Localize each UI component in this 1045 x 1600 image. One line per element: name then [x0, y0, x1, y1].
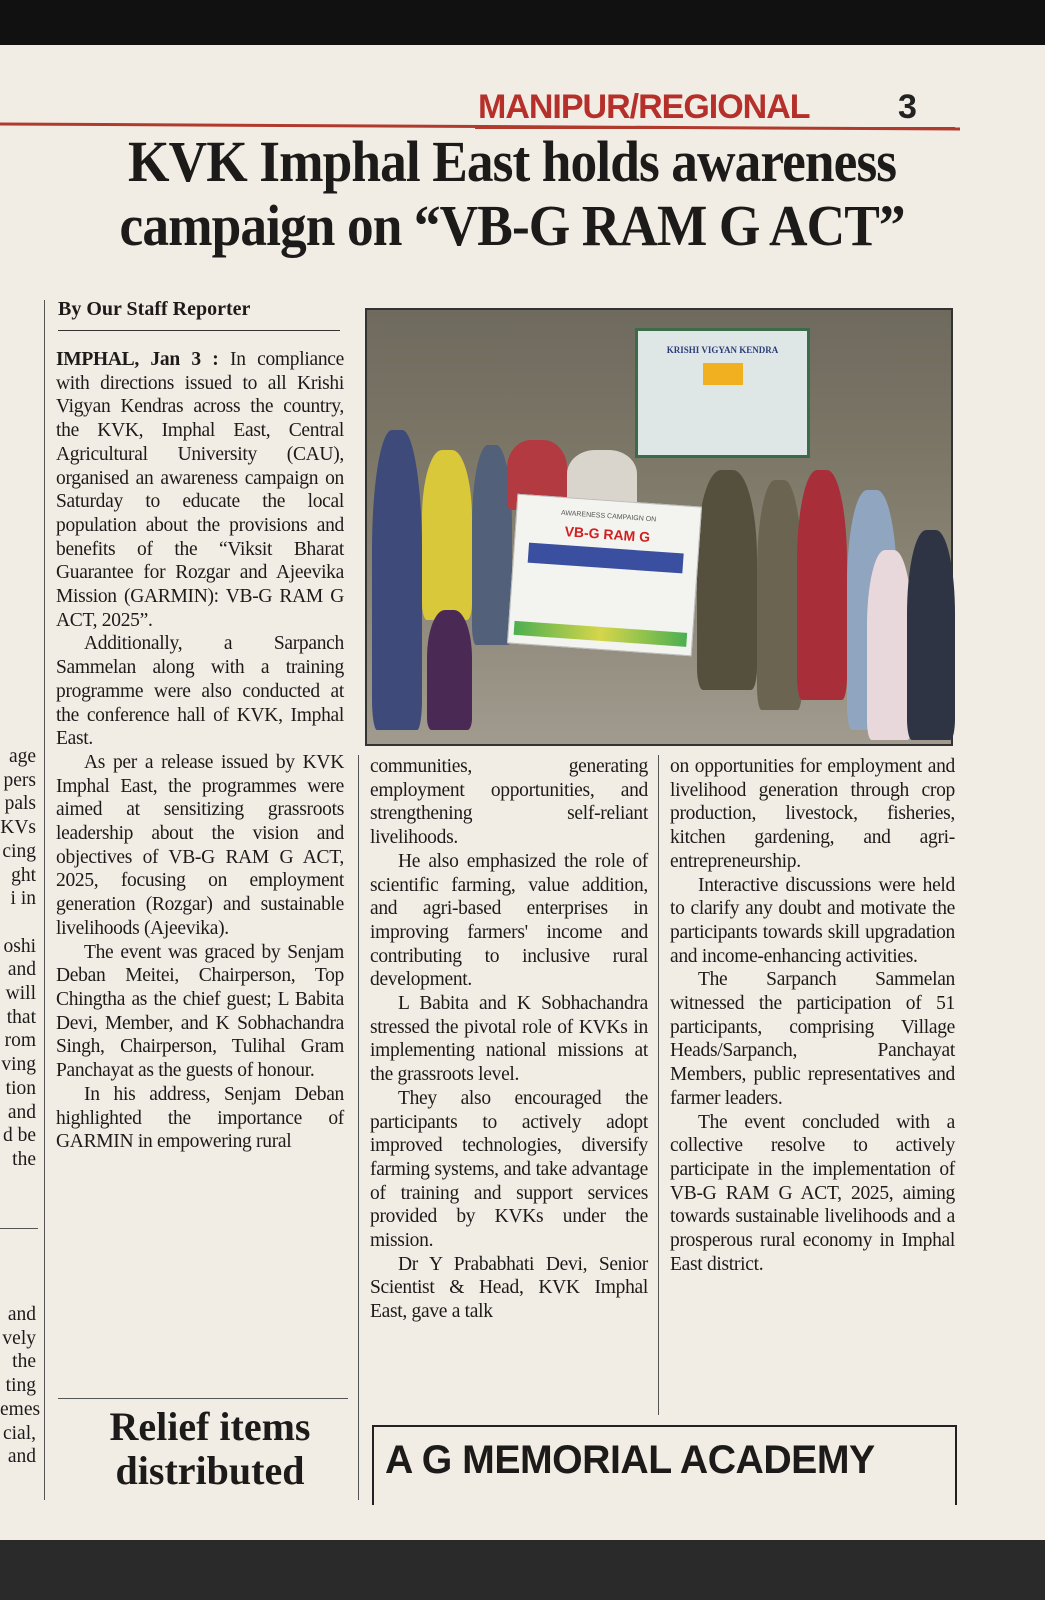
divider	[0, 1228, 38, 1229]
banner-title: VB-G RAM G	[564, 523, 651, 546]
advertisement-title: A G MEMORIAL ACADEMY	[384, 1438, 875, 1482]
sign-text: KRISHI VIGYAN KENDRA	[666, 345, 779, 355]
bottom-bar	[0, 1540, 1045, 1600]
paragraph: The Sarpanch Sammelan witnessed the participation of 51 participants, comprising Village Heads/Sarpanch, Panchayat Members, public representatives and farmer leaders.	[670, 969, 955, 1109]
campaign-banner	[507, 494, 702, 657]
paragraph	[56, 348, 344, 632]
adjacent-column-fragment: age pers pals KVs cing ght i in oshi and will that rom ving tion and d be the	[0, 746, 36, 1170]
column-divider	[658, 755, 659, 1415]
paragraph: As per a release issued by KVK Imphal East, the programmes were aimed at sensitizing grassroots leadership about the vision and objectives of VB-G RAM G ACT, 2025, focusing on employment generation (Rozgar) and sustainable livelihoods (Ajeevika).	[56, 751, 344, 939]
column-divider	[44, 300, 45, 1500]
paragraph: communities, generating employment opportunities, and strengthening self-reliant livelihoods.	[370, 756, 648, 849]
divider	[58, 1398, 348, 1399]
article-column-3	[670, 755, 955, 1415]
paragraph-text: In compliance with directions issued to all Krishi Vigyan Kendras across the country, the KVK, Imphal East, Central Agricultural University (CAU), organised an awareness campaign on Saturday to educate the local population about the provisions and benefits of the “Viksit Bharat Guarantee for Rozgar and Ajeevika Mission (GARMIN): VB-G RAM G ACT, 2025”.	[56, 349, 345, 631]
article-column-2	[370, 755, 648, 1415]
page-number: 3	[898, 88, 917, 126]
paragraph: on opportunities for employment and livelihood generation through crop production, livestock, fisheries, kitchen gardening, and agri-entrepreneurship.	[670, 756, 955, 872]
paragraph: The event was graced by Senjam Deban Meitei, Chairperson, Top Chingtha as the chief guest; L Babita Devi, Member, and K Sobhachandra Singh, Chairperson, Tulihal Gram Panchayat as the guests of honour.	[56, 941, 344, 1082]
paragraph: In his address, Senjam Deban highlighted the importance of GARMIN in empowering rural	[56, 1083, 344, 1153]
paragraph: Interactive discussions were held to clarify any doubt and motivate the participants towards skill upgradation and income-enhancing activities.	[670, 874, 955, 967]
dateline: IMPHAL, Jan 3 :	[56, 349, 219, 370]
kvk-signboard	[635, 328, 810, 458]
paragraph: They also encouraged the participants to actively adopt improved technologies, diversify farming systems, and take advantage of training and support services provided by KVKs under the mission.	[370, 1087, 648, 1252]
column-divider	[358, 755, 359, 1500]
sub-headline: Relief items distributed	[109, 1404, 311, 1493]
byline: By Our Staff Reporter	[58, 298, 251, 320]
paragraph: Dr Y Prababhati Devi, Senior Scientist & Head, KVK Imphal East, gave a talk	[370, 1253, 648, 1323]
paragraph: He also emphasized the role of scientific farming, value addition, and agri-based enterprises in improving farmers' income and contributing to inclusive rural development.	[370, 850, 648, 991]
paragraph: The event concluded with a collective resolve to actively participate in the implementation of VB-G RAM G ACT, 2025, aiming towards sustainable livelihoods and a prosperous rural economy in Imphal East district.	[670, 1111, 955, 1275]
section-label: MANIPUR/REGIONAL	[478, 88, 810, 126]
news-photo	[365, 308, 953, 746]
article-column-1	[56, 348, 344, 1288]
paragraph: L Babita and K Sobhachandra stressed the pivotal role of KVKs in implementing national missions at the grassroots level.	[370, 993, 648, 1086]
adjacent-column-fragment: and vely the ting emes cial, and	[0, 1304, 41, 1468]
headline: KVK Imphal East holds awareness campaign on “VB-G RAM G ACT”	[119, 129, 905, 258]
paragraph: Additionally, a Sarpanch Sammelan along with a training programme were also conducted at the conference hall of KVK, Imphal East.	[56, 633, 344, 750]
byline-rule	[58, 330, 340, 331]
banner-subtitle: AWARENESS CAMPAIGN ON	[560, 509, 657, 524]
